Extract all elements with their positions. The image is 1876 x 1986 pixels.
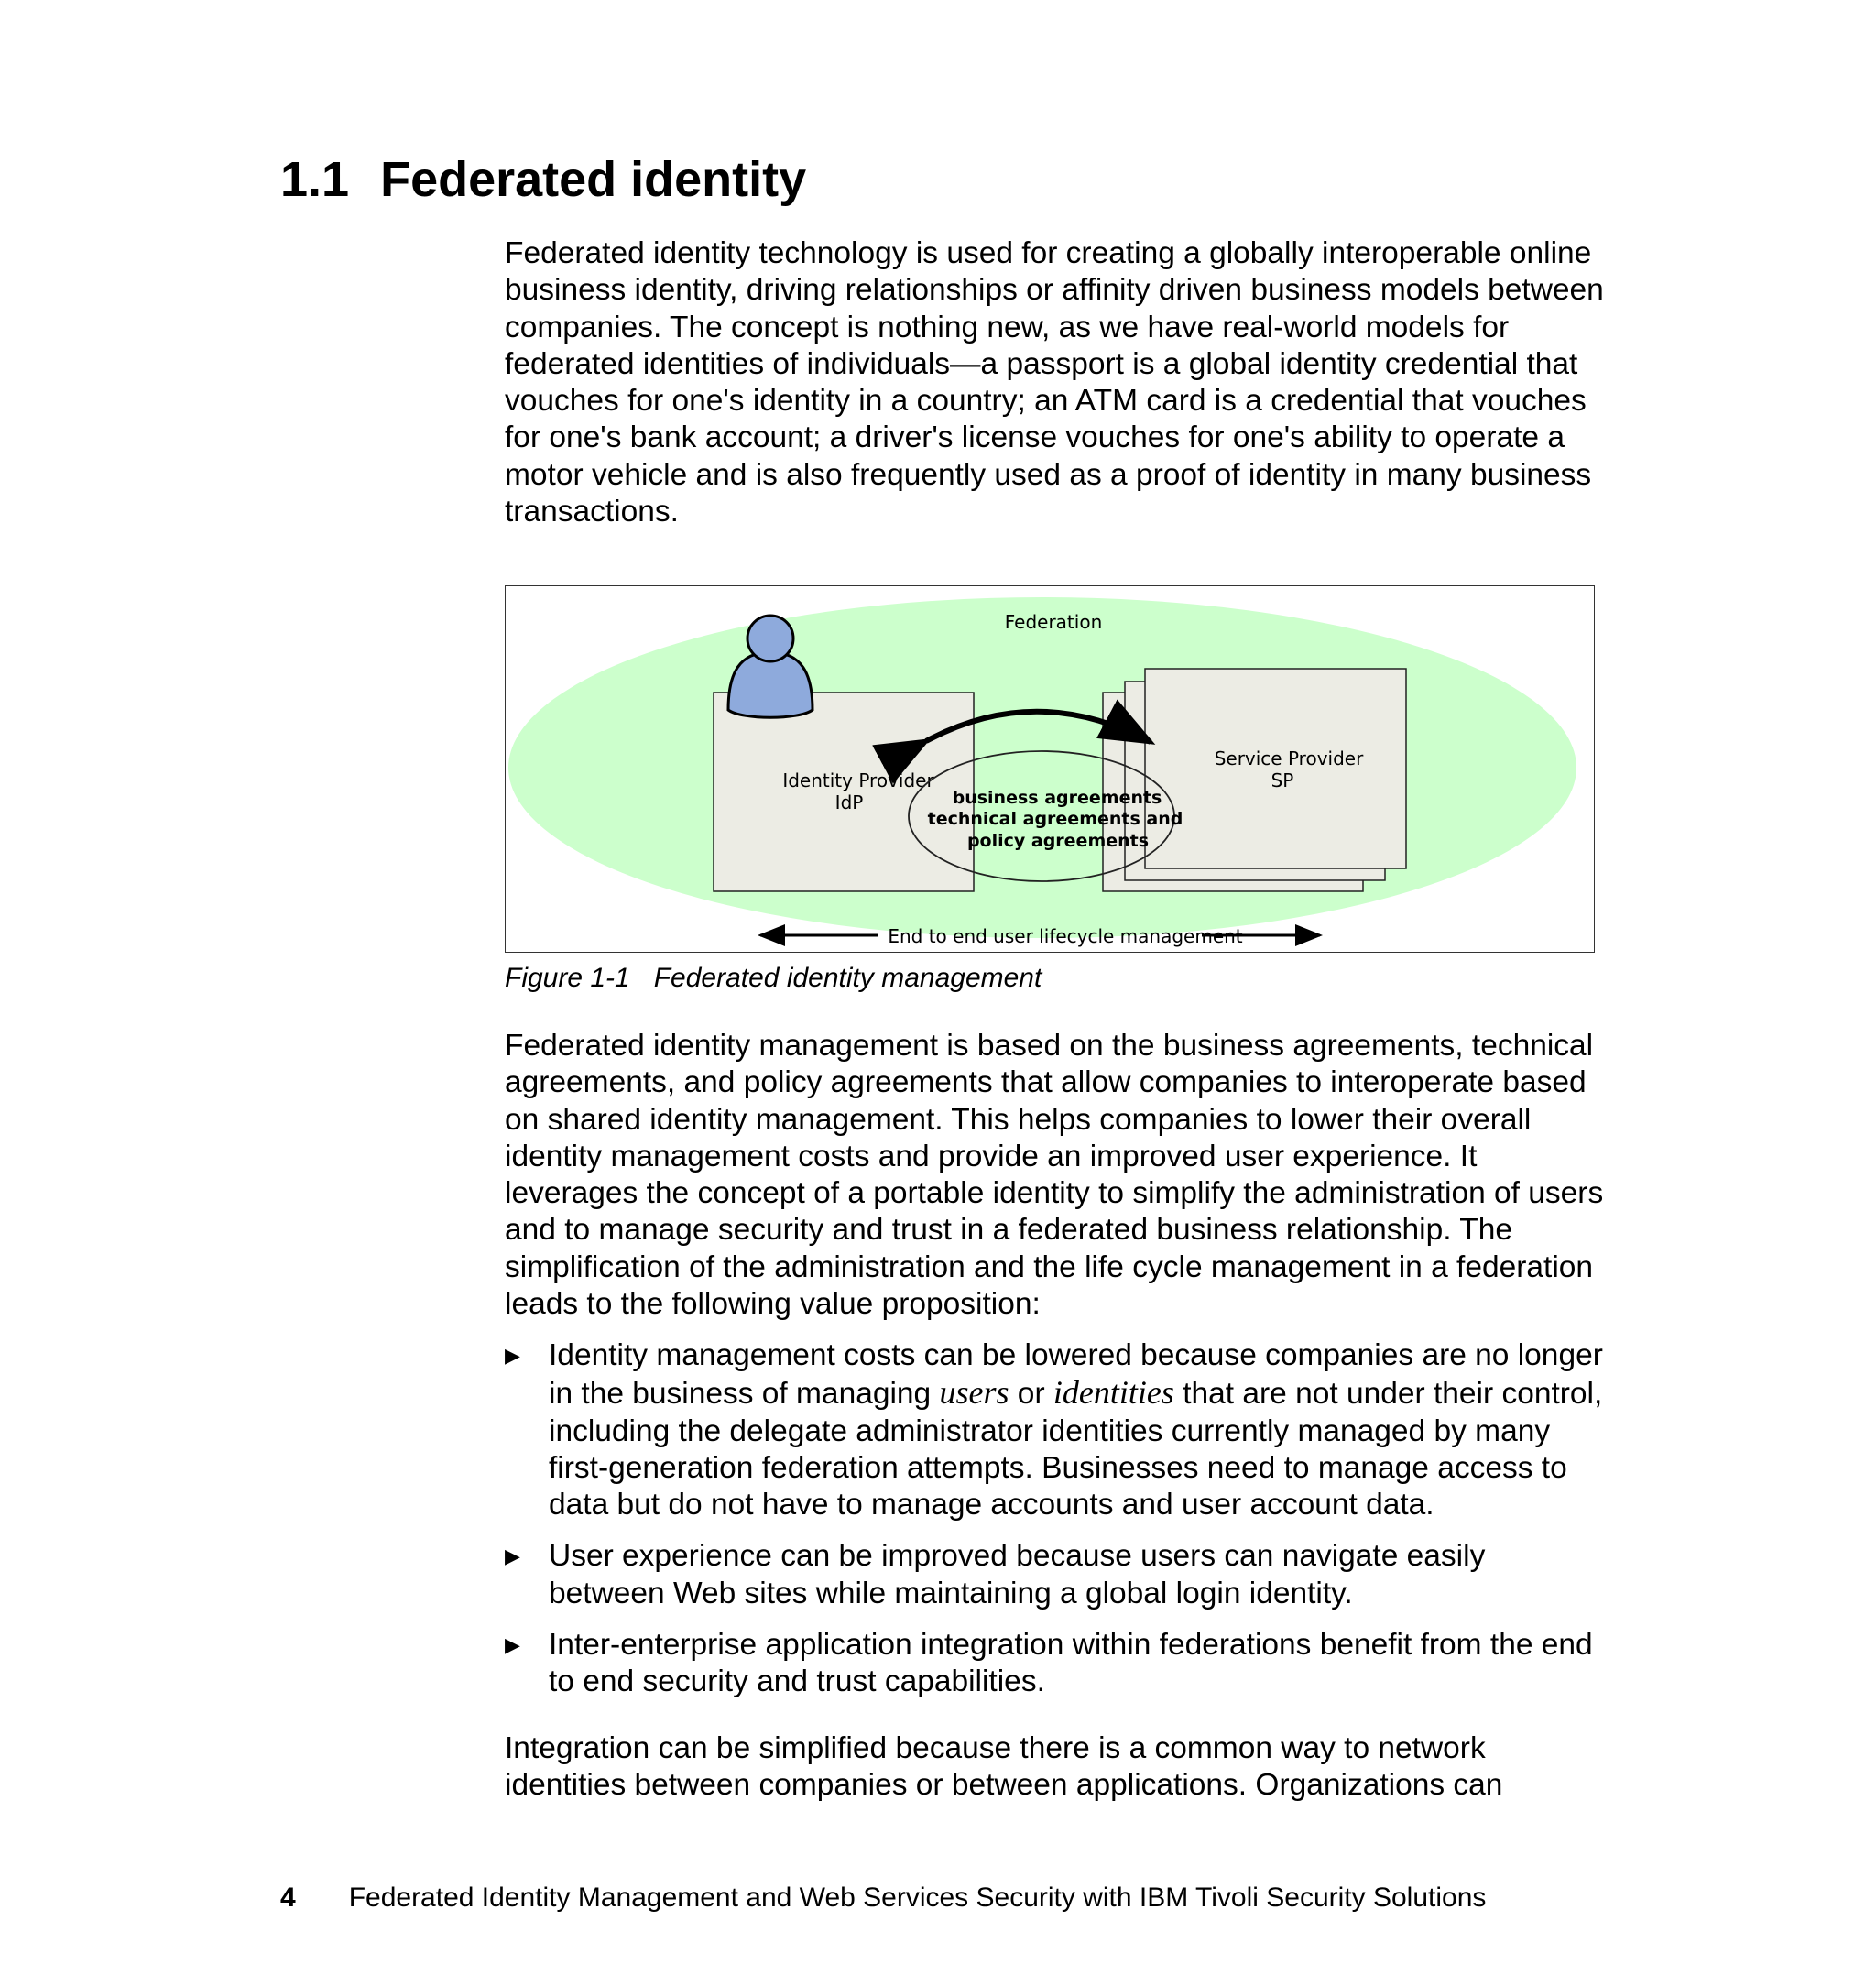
closing-paragraph: Integration can be simplified because there is a common way to network identities between companies or between applications. Organizations can	[505, 1731, 1503, 1803]
federation-label: Federation	[1004, 611, 1103, 633]
federation-figure	[505, 585, 1595, 953]
emphasis-users: users	[939, 1374, 1009, 1412]
figure-caption-title: Federated identity management	[653, 963, 1042, 993]
body-paragraph: Federated identity management is based on the business agreements, technical agreements, and policy agreements that allow companies to interoperate based on shared identity management. This helps companies to lower their overall identity management costs and provide an improved user experience. It leverages the concept of a portable identity to simplify the administration of users and to manage security and trust in a federated business relationship. The simplification of the administration and the life cycle management in a federation leads to the following value proposition:	[505, 1029, 1604, 1322]
section-number: 1.1	[280, 152, 350, 207]
federation-diagram	[506, 586, 1596, 954]
section-heading	[280, 147, 806, 213]
figure-caption-number: Figure 1-1	[505, 963, 630, 993]
figure-caption	[505, 960, 1042, 997]
bullet-arrow-icon: ▶	[505, 1633, 520, 1657]
idp-label-line2: IdP	[834, 791, 864, 813]
list-item-text-start: Identity management costs can be lowered because companies are no longer in the business of managing	[549, 1338, 1603, 1412]
agreement-policy: policy agreements	[966, 831, 1150, 851]
agreement-business: business agreements	[952, 788, 1162, 808]
list-item-text: Inter-enterprise application integration within federations benefit from the end to end security and trust capabilities.	[549, 1628, 1593, 1699]
federation-ellipse	[508, 597, 1576, 938]
bullet-arrow-icon: ▶	[505, 1544, 520, 1568]
intro-paragraph: Federated identity technology is used for creating a globally interoperable online business identity, driving relationships or affinity driven business models between companies. The concept is nothing new, as we have real-world models for federated identities of individuals—a passport is a global identity credential that vouches for one's identity in a country; an ATM card is a credential that vouches for one's bank account; a driver's license vouches for one's ability to operate a motor vehicle and is also frequently used as a proof of identity in many business transactions.	[505, 236, 1604, 529]
page-number: 4	[280, 1882, 296, 1913]
list-item-text-mid: or	[1009, 1377, 1053, 1412]
sp-label-line1: Service Provider	[1214, 747, 1364, 769]
agreement-technical: technical agreements and	[927, 809, 1183, 829]
list-item	[505, 1337, 1604, 1523]
emphasis-identities: identities	[1053, 1374, 1174, 1412]
idp-label-line1: Identity Provider	[782, 769, 934, 791]
book-title: Federated Identity Management and Web Services Security with IBM Tivoli Security Solutions	[348, 1882, 1487, 1913]
sp-label-line2: SP	[1271, 769, 1294, 791]
list-item	[505, 1538, 1604, 1612]
page-footer	[280, 1880, 1486, 1916]
lifecycle-label: End to end user lifecycle management	[888, 925, 1243, 947]
section-title: Federated identity	[380, 152, 807, 207]
list-item-text: User experience can be improved because users can navigate easily between Web sites while maintaining a global login identity.	[549, 1539, 1486, 1610]
value-proposition-list	[505, 1337, 1604, 1716]
list-item	[505, 1627, 1604, 1701]
bullet-arrow-icon: ▶	[505, 1344, 520, 1367]
list-item-text-end: that are not under their control, including the delegate administrator identities currently managed by many first-generation federation attempts. Businesses need to manage access to data but do not have to manage accounts and user account data.	[549, 1377, 1603, 1522]
